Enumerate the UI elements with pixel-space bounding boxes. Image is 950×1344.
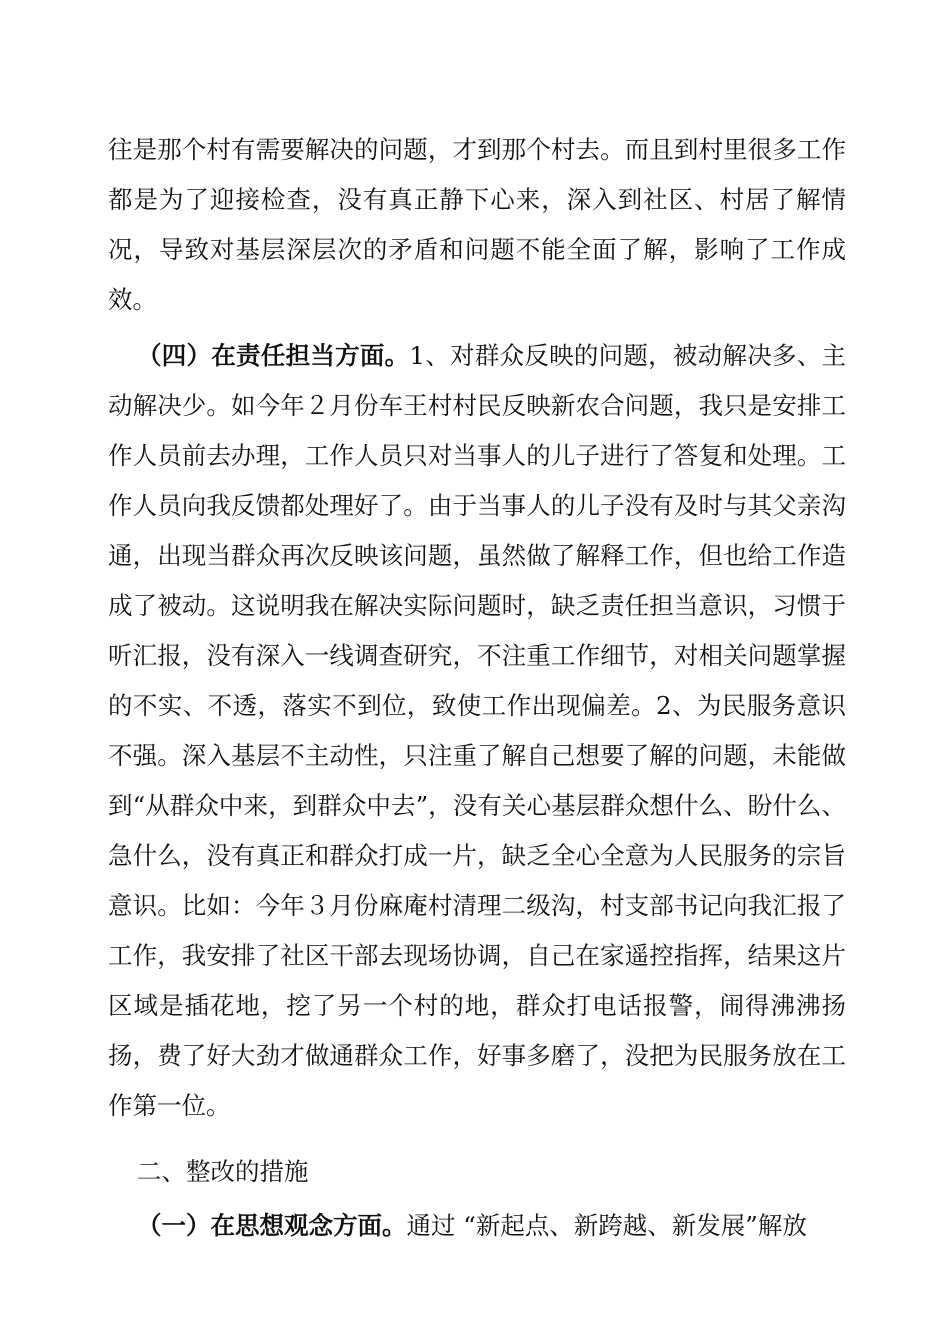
section-title: 二、整改的措施 xyxy=(137,1157,309,1186)
paragraph-continuation: 往是那个村有需要解决的问题，才到那个村去。而且到村里很多工作都是为了迎接检查，没有真正静下心来，深入到社区、村居了解情况，导致对基层深层次的矛盾和问题不能全面了解，影响了工作成效。 xyxy=(108,135,846,314)
paragraph-heading-thinking: （一）在思想观念方面。 xyxy=(137,1211,407,1240)
paragraph-body-thinking: 通过 “新起点、新跨越、新发展”解放 xyxy=(406,1211,807,1240)
paragraph-body-responsibility: 1、对群众反映的问题，被动解决多、主动解决少。如今年２月份车王村村民反映新农合问题，我只是安排工作人员前去办理，工作人员只对当事人的儿子进行了答复和处理。工作人员向我反馈都处理好了。由于当事人的儿子没有及时与其父亲沟通，出现当群众再次反映该问题，虽然做了解释工作，但也给工作造成了被动。这说明我在解决实际问题时，缺乏责任担当意识，习惯于听汇报，没有深入一线调查研究，不注重工作细节，对相关问题掌握的不实、不透，落实不到位，致使工作出现偏差。2、为民服务意识不强。深入基层不主动性，只注重了解自己想要了解的问题，未能做到“从群众中来，到群众中去”，没有关心基层群众想什么、盼什么、急什么，没有真正和群众打成一片，缺乏全心全意为人民服务的宗旨意识。比如：今年３月份麻庵村清理二级沟，村支部书记向我汇报了工作，我安排了社区干部去现场协调，自己在家遥控指挥，结果这片区域是插花地，挖了另一个村的地，群众打电话报警，闹得沸沸扬扬，费了好大劲才做通群众工作，好事多磨了，没把为民服务放在工作第一位。 xyxy=(108,341,847,1120)
paragraph-heading-responsibility: （四）在责任担当方面。 xyxy=(137,341,410,370)
paragraph-thinking xyxy=(108,1201,846,1251)
document-body xyxy=(108,125,846,1251)
paragraph-responsibility xyxy=(108,331,846,1131)
